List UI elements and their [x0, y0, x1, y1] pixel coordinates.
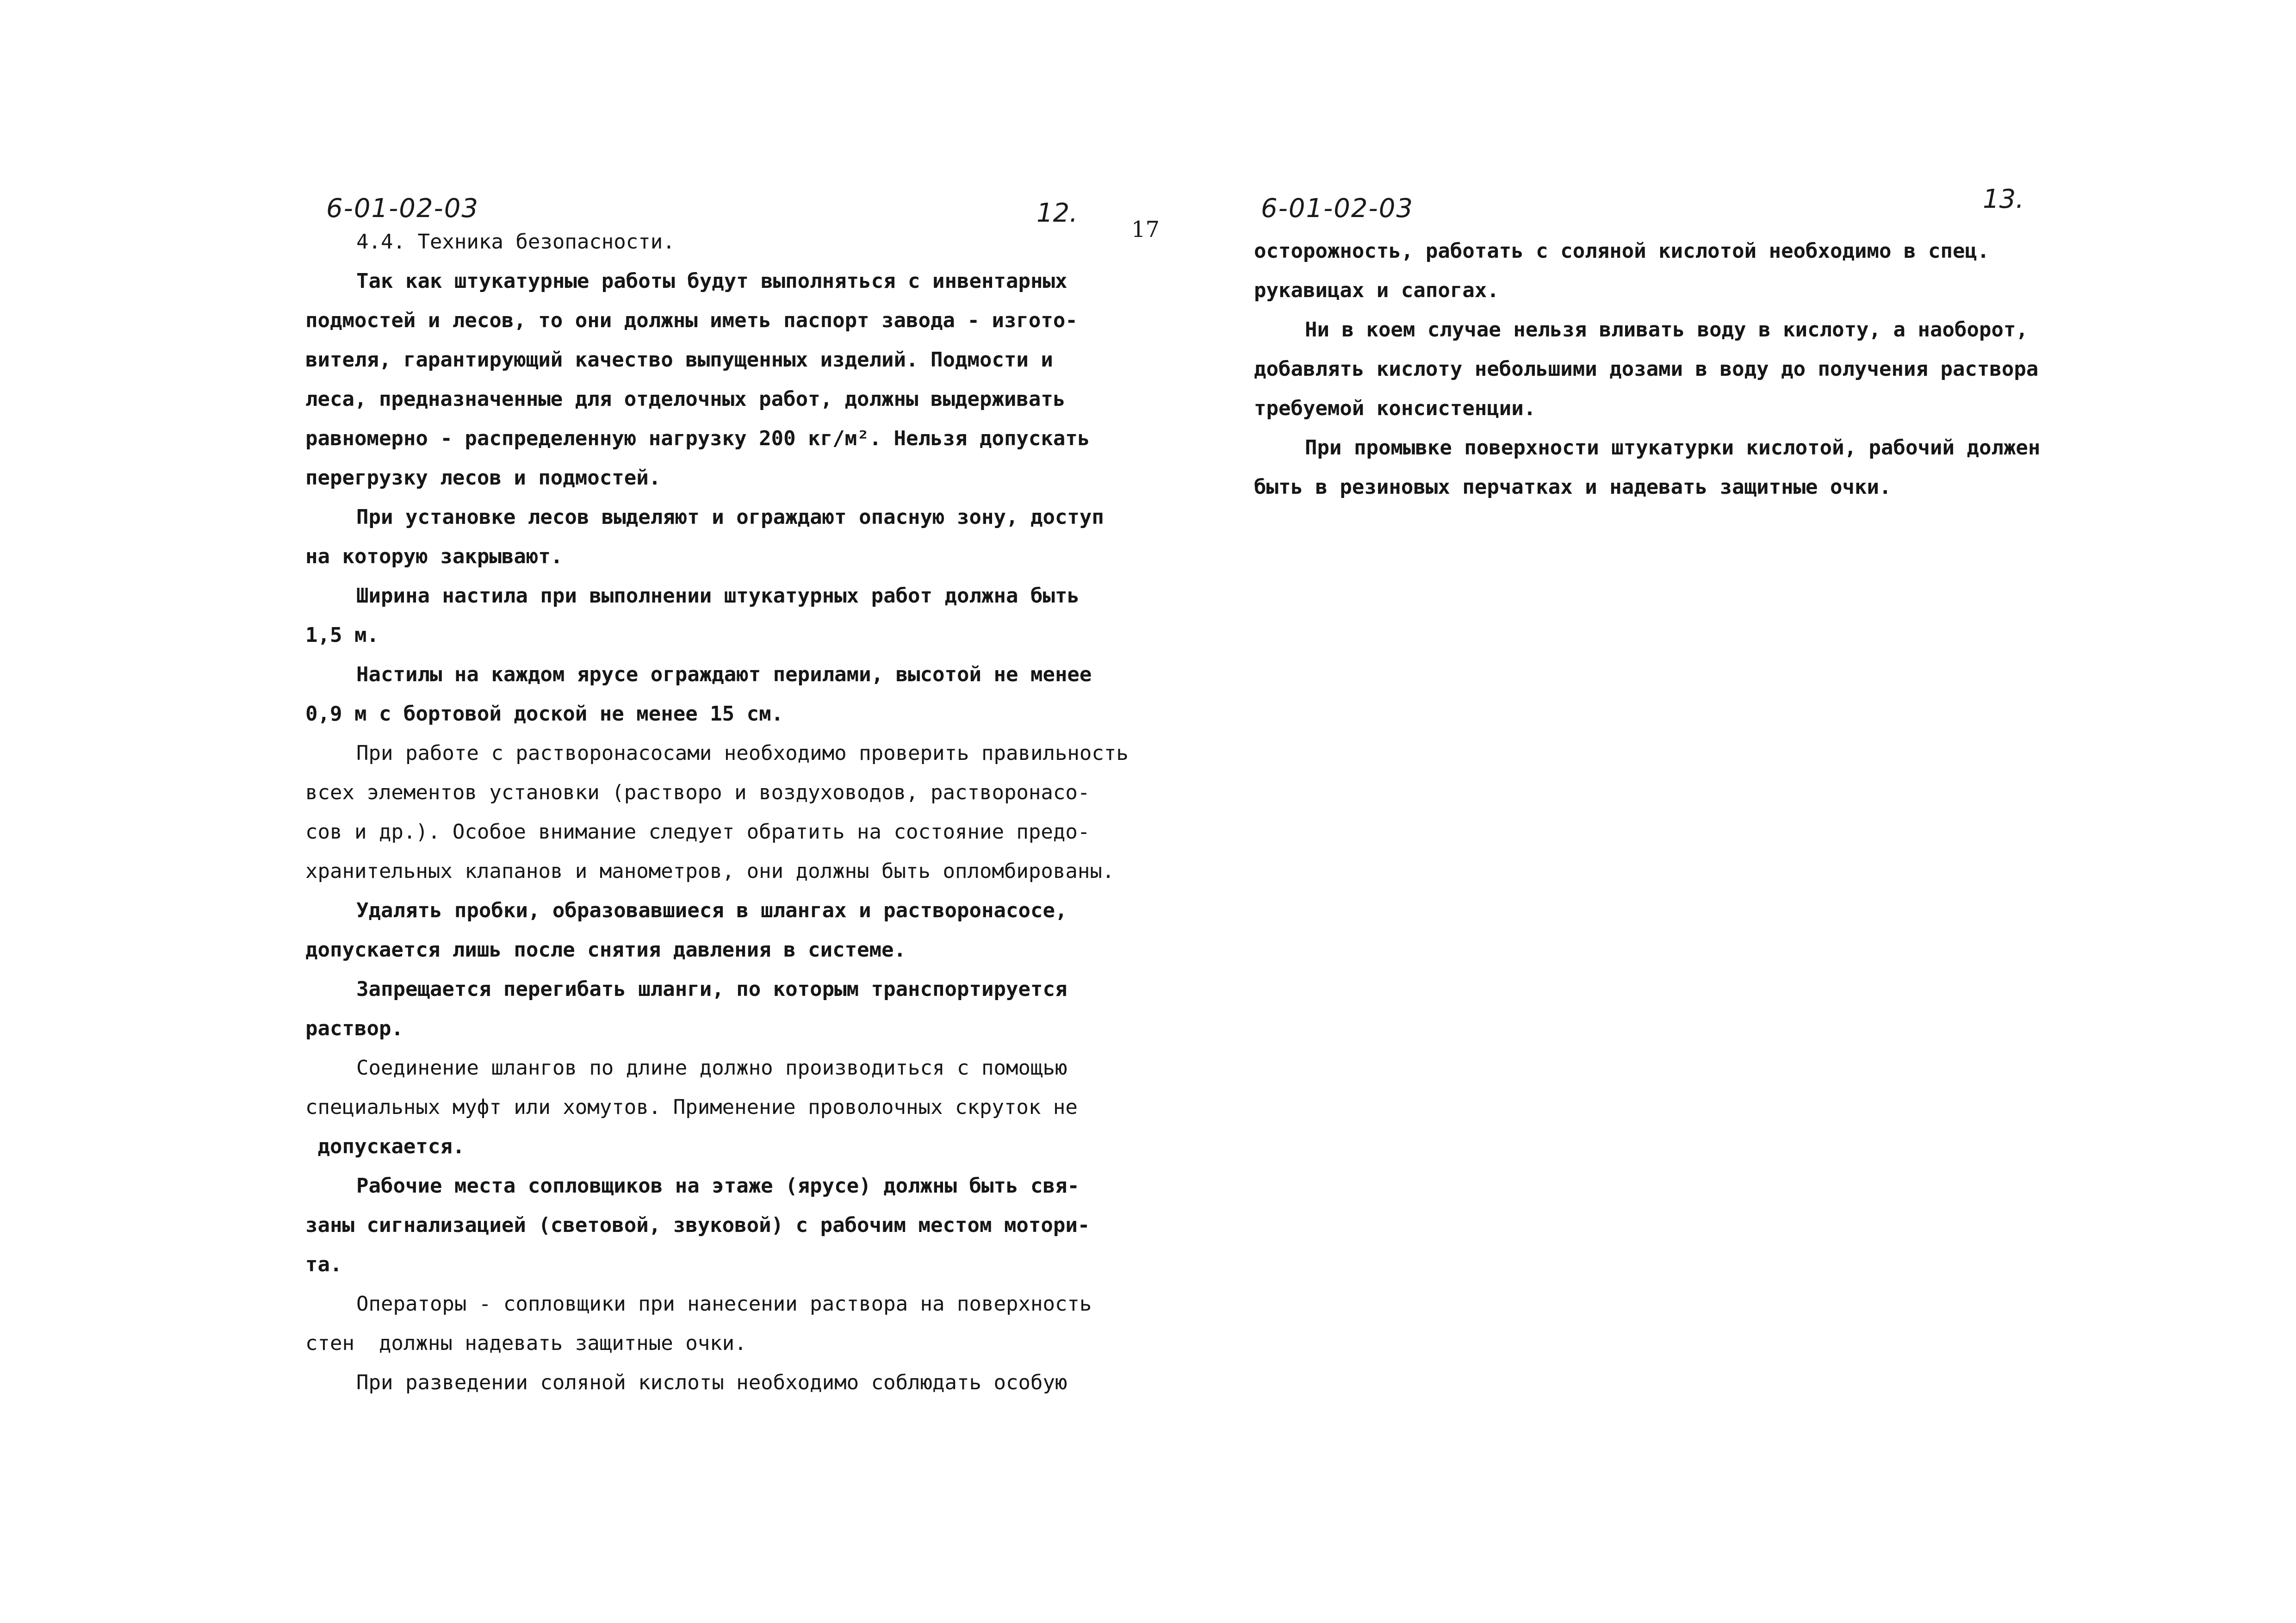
text-line: хранительных клапанов и манометров, они должны быть опломбированы. [305, 859, 1115, 883]
sheet-number: 17 [1131, 217, 1160, 243]
right-page-number: 13. [1983, 184, 2024, 214]
text-line: Настилы на каждом ярусе ограждают перилами, высотой не менее [356, 663, 1092, 686]
text-line: Ширина настила при выполнении штукатурных работ должна быть [356, 584, 1080, 608]
text-line: заны сигнализацией (световой, звуковой) с рабочим местом мотори- [305, 1213, 1090, 1237]
left-page-number: 12. [1036, 198, 1078, 228]
text-line: Так как штукатурные работы будут выполняться с инвентарных [356, 269, 1067, 293]
text-line: специальных муфт или хомутов. Применение проволочных скруток не [305, 1095, 1078, 1119]
text-line: требуемой консистенции. [1254, 397, 1536, 420]
text-line: быть в резиновых перчатках и надевать защитные очки. [1254, 475, 1892, 499]
right-body-text [1254, 231, 2124, 507]
text-line: сов и др.). Особое внимание следует обратить на состояние предо- [305, 820, 1090, 844]
text-line: та. [305, 1253, 342, 1276]
text-line: допускается. [305, 1135, 465, 1158]
text-line: равномерно - распределенную нагрузку 200 кг/м². Нельзя допускать [305, 427, 1090, 450]
text-line: подмостей и лесов, то они должны иметь паспорт завода - изгото- [305, 309, 1078, 332]
text-line: При установке лесов выделяют и ограждают опасную зону, доступ [356, 505, 1104, 529]
left-body-text [305, 222, 1175, 1402]
text-line: перегрузку лесов и подмостей. [305, 466, 661, 490]
text-line: Соединение шлангов по длине должно производиться с помощью [356, 1056, 1067, 1080]
text-line: рукавицах и сапогах. [1254, 279, 1499, 302]
text-line: раствор. [305, 1017, 403, 1040]
text-line: Удалять пробки, образовавшиеся в шлангах и растворонасосе, [356, 899, 1067, 922]
text-line: При разведении соляной кислоты необходимо соблюдать особую [356, 1371, 1067, 1394]
text-line: вителя, гарантирующий качество выпущенных изделий. Подмости и [305, 348, 1053, 372]
text-line: Рабочие места сопловщиков на этаже (ярусе) должны быть свя- [356, 1174, 1080, 1198]
text-line: 4.4. Техника безопасности. [356, 230, 675, 254]
text-line: на которую закрывают. [305, 545, 563, 568]
text-line: Запрещается перегибать шланги, по которым транспортируется [356, 977, 1067, 1001]
right-doc-code: 6-01-02-03 [1261, 193, 1414, 224]
text-line: осторожность, работать с соляной кислотой необходимо в спец. [1254, 239, 1990, 263]
text-line: леса, предназначенные для отделочных работ, должны выдерживать [305, 387, 1066, 411]
text-line: При промывке поверхности штукатурки кислотой, рабочий должен [1305, 436, 2041, 460]
text-line: всех элементов установки (растворо и воздуховодов, растворонасо- [305, 781, 1090, 804]
text-line: 1,5 м. [305, 623, 379, 647]
text-line: допускается лишь после снятия давления в системе. [305, 938, 906, 962]
right-page [1203, 0, 2296, 1623]
text-line: При работе с растворонасосами необходимо проверить правильность [356, 741, 1129, 765]
text-line: Ни в коем случае нельзя вливать воду в кислоту, а наоборот, [1305, 318, 2028, 342]
left-doc-code: 6-01-02-03 [326, 193, 479, 224]
text-line: 0,9 м с бортовой доской не менее 15 см. [305, 702, 784, 726]
text-line: добавлять кислоту небольшими дозами в воду до получения раствора [1254, 357, 2039, 381]
text-line: Операторы - сопловщики при нанесении раствора на поверхность [356, 1292, 1092, 1316]
text-line: стен должны надевать защитные очки. [305, 1331, 747, 1355]
